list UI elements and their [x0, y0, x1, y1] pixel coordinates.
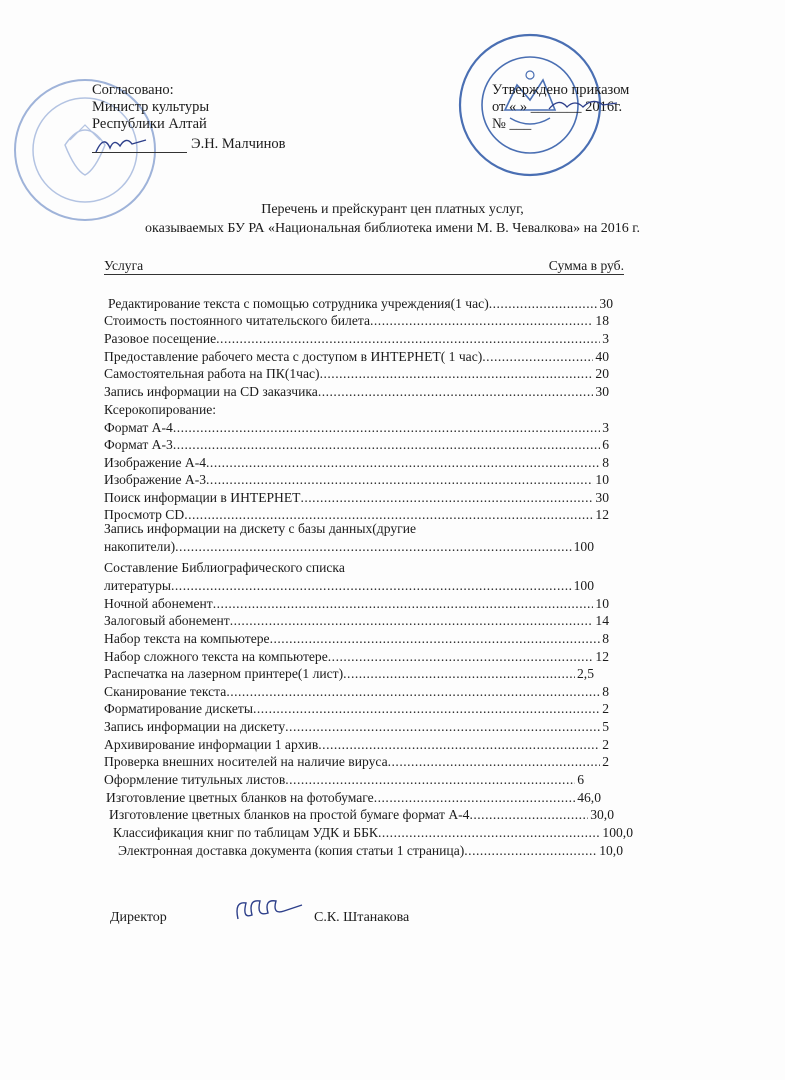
dot-leader [270, 631, 601, 647]
service-row [104, 596, 609, 612]
left-approval-line2: Министр культуры [92, 99, 210, 115]
service-price: 3 [602, 331, 609, 346]
service-price: 20 [595, 366, 609, 381]
service-row [104, 649, 609, 665]
service-row [104, 331, 609, 347]
table-header [104, 258, 624, 275]
service-label: Ночной абонемент [104, 596, 213, 611]
service-row [104, 420, 609, 436]
service-label: Поиск информации в ИНТЕРНЕТ [104, 490, 301, 505]
dot-leader [173, 437, 600, 453]
service-row [108, 296, 613, 312]
service-price: 14 [595, 613, 609, 628]
dot-leader [378, 825, 600, 841]
service-row [104, 349, 609, 365]
dot-leader [318, 737, 600, 753]
dot-leader [469, 807, 588, 823]
service-price: 5 [602, 719, 609, 734]
dot-leader [206, 472, 593, 488]
dot-leader [216, 331, 600, 347]
service-price: 8 [602, 455, 609, 470]
service-label: Изготовление цветных бланков на фотобумаге [106, 790, 374, 805]
service-price: 2,5 [577, 666, 594, 681]
service-price: 6 [602, 437, 609, 452]
service-price: 100 [573, 578, 594, 593]
dot-leader [173, 420, 600, 436]
service-row [104, 539, 594, 555]
service-price: 2 [602, 737, 609, 752]
dot-leader [230, 613, 594, 629]
service-label: Форматирование дискеты [104, 701, 253, 716]
dot-leader [343, 666, 575, 682]
service-price: 12 [595, 507, 609, 522]
service-row [113, 825, 633, 841]
service-price: 30 [595, 384, 609, 399]
service-row [104, 701, 609, 717]
service-row [104, 684, 609, 700]
service-price: 8 [602, 631, 609, 646]
right-approval-line2: от « » _______ 2016г. [492, 99, 623, 115]
service-row [104, 384, 609, 400]
service-row [104, 313, 609, 329]
service-price: 30 [595, 490, 609, 505]
dot-leader [489, 296, 598, 312]
service-price: 2 [602, 701, 609, 716]
service-row [104, 719, 609, 735]
service-label: Разовое посещение [104, 331, 217, 346]
service-price: 10,0 [599, 843, 623, 858]
footer-position: Директор [110, 910, 167, 925]
service-row [104, 455, 609, 471]
right-approval-line1: Утверждено приказом [492, 82, 630, 98]
service-price: 12 [595, 649, 609, 664]
service-row [104, 366, 609, 382]
left-approval-line1: Согласовано: [92, 82, 174, 98]
dot-leader [300, 490, 593, 506]
left-approval-line3: Республики Алтай [92, 116, 207, 132]
service-label: Изображение А-3 [104, 472, 207, 487]
dot-leader [285, 719, 600, 735]
service-row [104, 613, 609, 629]
group-label-diskette-db: Запись информации на дискету с базы данных(другие [104, 521, 416, 536]
service-label: Формат А-3 [104, 437, 173, 452]
service-label: Проверка внешних носителей на наличие вируса [104, 754, 388, 769]
service-label: Самостоятельная работа на ПК(1час) [104, 366, 320, 381]
dot-leader [464, 843, 597, 859]
director-order-signature [545, 95, 620, 117]
service-label: Редактирование текста с помощью сотрудника учреждения(1 час) [108, 296, 489, 311]
service-label: накопители) [104, 539, 176, 554]
service-price: 18 [595, 313, 609, 328]
dot-leader [320, 366, 594, 382]
dot-leader [171, 578, 572, 594]
dot-leader [374, 790, 575, 806]
service-label: Изготовление цветных бланков на простой бумаге формат А-4 [109, 807, 470, 822]
service-row [104, 631, 609, 647]
dot-leader [328, 649, 594, 665]
director-signature [232, 893, 307, 927]
service-label: Архивирование информации 1 архив [104, 737, 319, 752]
dot-leader [206, 455, 600, 471]
service-label: Набор текста на компьютере [104, 631, 270, 646]
dot-leader [175, 539, 571, 555]
dot-leader [226, 684, 600, 700]
group-label-bibliography: Составление Библиографического списка [104, 560, 345, 575]
service-price: 2 [602, 754, 609, 769]
service-label: Сканирование текста [104, 684, 227, 699]
service-label: литературы [104, 578, 171, 593]
dot-leader [253, 701, 600, 717]
service-label: Классификация книг по таблицам УДК и ББК [113, 825, 378, 840]
service-price: 10 [595, 472, 609, 487]
service-label: Оформление титульных листов [104, 772, 286, 787]
service-row [106, 790, 601, 806]
dot-leader [285, 772, 575, 788]
service-label: Запись информации на CD заказчика [104, 384, 318, 399]
dot-leader [482, 349, 593, 365]
service-price: 46,0 [577, 790, 601, 805]
dot-leader [213, 596, 594, 612]
right-approval-line3: № ___ [492, 116, 532, 132]
service-row [104, 737, 609, 753]
document-title-line2: оказываемых БУ РА «Национальная библиотека имени М. В. Чевалкова» на 2016 г. [145, 221, 640, 236]
service-row [104, 666, 594, 682]
minister-signature [92, 130, 152, 158]
service-price: 40 [595, 349, 609, 364]
dot-leader [318, 384, 594, 400]
header-price: Сумма в руб. [548, 258, 624, 273]
service-row [104, 437, 609, 453]
dot-leader [370, 313, 593, 329]
service-label: Изображение А-4 [104, 455, 207, 470]
service-price: 3 [602, 420, 609, 435]
footer-name: С.К. Штанакова [314, 910, 410, 925]
service-price: 100,0 [602, 825, 633, 840]
service-label: Запись информации на дискету [104, 719, 286, 734]
service-price: 30 [599, 296, 613, 311]
service-row [104, 772, 584, 788]
document-title-line1: Перечень и прейскурант цен платных услуг, [261, 202, 524, 217]
service-label: Набор сложного текста на компьютере [104, 649, 328, 664]
left-approval-signer: Э.Н. Малчинов [191, 136, 286, 152]
service-price: 100 [573, 539, 594, 554]
service-label: Стоимость постоянного читательского билета [104, 313, 370, 328]
header-service: Услуга [104, 258, 144, 273]
service-price: 8 [602, 684, 609, 699]
service-label: Залоговый абонемент [104, 613, 230, 628]
service-label: Электронная доставка документа (копия статьи 1 страница) [118, 843, 465, 858]
service-row [104, 754, 609, 770]
service-row [104, 472, 609, 488]
service-row [104, 490, 609, 506]
service-label: Формат А-4 [104, 420, 173, 435]
service-label: Предоставление рабочего места с доступом в ИНТЕРНЕТ( 1 час) [104, 349, 483, 364]
service-row [104, 578, 594, 594]
service-label: Просмотр CD [104, 507, 185, 522]
service-row [109, 807, 614, 823]
service-price: 10 [595, 596, 609, 611]
service-row [118, 843, 623, 859]
dot-leader [388, 754, 601, 770]
service-price: 6 [577, 772, 584, 787]
service-label: Распечатка на лазерном принтере(1 лист) [104, 666, 344, 681]
service-price: 30,0 [590, 807, 614, 822]
group-label-copying: Ксерокопирование: [104, 402, 217, 417]
